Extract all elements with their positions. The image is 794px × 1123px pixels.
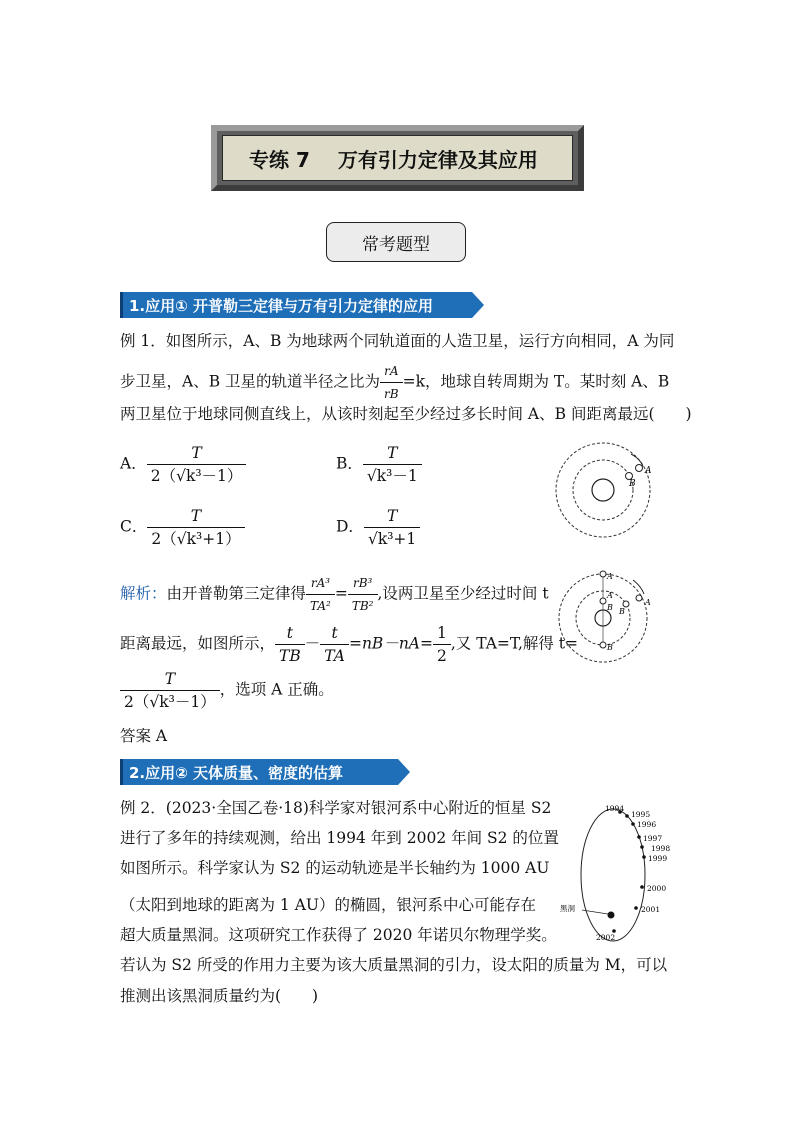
- sol-frac2-num: t: [320, 622, 349, 645]
- year-2001: 2001: [641, 905, 661, 914]
- ex2-line6: 若认为 S2 所受的作用力主要为该大质量黑洞的引力，设太阳的质量为 M，可以: [120, 956, 668, 974]
- sol-minus: －: [304, 634, 321, 653]
- s2-pos-1995: [625, 814, 629, 818]
- option-d-num: T: [364, 505, 420, 528]
- ex2-line1: 例 2．(2023·全国乙卷·18)科学家对银河系中心附近的恒星 S2: [120, 799, 552, 817]
- year-1994: 1994: [605, 804, 625, 813]
- topic-header-2: [120, 759, 398, 785]
- sol-frac1-den: TB: [279, 647, 301, 665]
- option-b-num: T: [363, 442, 422, 465]
- fig1-label-a: A: [645, 466, 652, 476]
- option-b-label: B．: [336, 454, 363, 473]
- kepler-eq: =: [334, 584, 348, 603]
- sol-fig-label-b-bottom: B: [607, 643, 613, 652]
- s2-pos-1996: [631, 822, 635, 826]
- section-box: 常考题型: [326, 222, 466, 262]
- option-a-num: T: [147, 442, 247, 465]
- sol-sat-b-mid-icon: [600, 598, 606, 604]
- option-c: [120, 505, 245, 550]
- orbit-figure-1: [553, 440, 663, 540]
- solution-line1a: 由开普勒第三定律得: [166, 584, 307, 603]
- topic-header-1-label: 1.应用① 开普勒三定律与万有引力定律的应用: [129, 296, 434, 315]
- year-1998: 1998: [651, 844, 671, 853]
- kepler-left-num: rA³: [306, 572, 335, 595]
- kepler-right-num: rB³: [348, 572, 378, 595]
- sol-fig-label-a-mid: A: [607, 591, 613, 600]
- year-1997: 1997: [643, 834, 663, 843]
- option-b-frac: [363, 442, 422, 487]
- option-d: [336, 505, 420, 550]
- ex1-line3: 两卫星位于地球同侧直线上，从该时刻起至少经过多长时间 A、B 间距离最远( ): [120, 405, 692, 423]
- topic-header-2-label: 2.应用② 天体质量、密度的估算: [129, 763, 344, 782]
- sol-half-num: 1: [433, 622, 451, 645]
- option-d-label: D．: [336, 517, 364, 536]
- black-hole-icon: [608, 912, 615, 919]
- s2-pos-2001: [634, 906, 638, 910]
- sol-fig-label-b-mid: B: [607, 603, 613, 612]
- kepler-right-den: TB²: [351, 599, 374, 613]
- solution-line3: [120, 668, 334, 713]
- page-title: 万有引力定律及其应用: [337, 147, 538, 172]
- sol-sat-b-bottom-icon: [600, 642, 606, 648]
- option-b: [336, 442, 422, 487]
- title-banner: [222, 135, 573, 181]
- sol-answer-frac: [120, 668, 220, 713]
- s2-pos-1999: [642, 855, 646, 859]
- solution-line3b: ，选项 A 正确。: [219, 680, 334, 699]
- black-hole-pointer: [582, 910, 608, 914]
- s2-pos-1998: [640, 845, 644, 849]
- sol-fig-label-a: A: [645, 598, 651, 607]
- sol-fig-label-a-top: A: [607, 572, 613, 581]
- ex1-line2a: 步卫星，A、B 卫星的轨道半径之比为: [120, 372, 381, 391]
- option-c-num: T: [147, 505, 244, 528]
- ex1-line2b: =k，地球自转周期为 T。某时刻 A、B: [402, 372, 670, 391]
- option-c-label: C．: [120, 517, 148, 536]
- sol-answer-num: T: [120, 668, 220, 691]
- black-hole-label: 黑洞: [560, 904, 575, 913]
- sol-half: [433, 622, 451, 667]
- option-a-label: A．: [120, 454, 147, 473]
- ex2-line5: 超大质量黑洞。这项研究工作获得了 2020 年诺贝尔物理学奖。: [120, 926, 557, 944]
- solution-label: 解析：: [120, 584, 167, 603]
- ex1-line2: [120, 360, 669, 405]
- ex2-line2: 进行了多年的持续观测，给出 1994 年到 2002 年间 S2 的位置: [120, 829, 559, 847]
- kepler-right: [348, 572, 378, 617]
- orbit-figure-2: [553, 568, 663, 668]
- option-a: [120, 442, 246, 487]
- earth-icon: [592, 479, 614, 501]
- option-c-frac: [147, 505, 244, 550]
- s2-pos-2000: [640, 885, 644, 889]
- topic-header-1: [120, 292, 472, 318]
- direction-arrow-icon: [631, 454, 643, 466]
- solution-line2c: ,又 TA=T,解得 t=: [450, 634, 579, 653]
- s2-pos-1997: [637, 835, 641, 839]
- fig1-label-b: B: [629, 479, 636, 489]
- year-1999: 1999: [648, 854, 668, 863]
- solution-line1b: ,设两卫星至少经过时间 t: [377, 584, 549, 603]
- s2-orbit-ellipse: [581, 809, 645, 941]
- solution-line1: [120, 572, 549, 617]
- ex1-ratio-den: rB: [384, 387, 399, 401]
- sol-frac2-den: TA: [324, 647, 345, 665]
- sol-frac2: [320, 622, 349, 667]
- topic-header-2-arrow: [398, 759, 410, 785]
- year-2002: 2002: [596, 933, 616, 942]
- option-a-frac: [147, 442, 247, 487]
- year-1995: 1995: [631, 810, 651, 819]
- option-c-den: 2（√k³+1）: [151, 530, 241, 548]
- sol-frac1-num: t: [275, 622, 305, 645]
- sol-half-den: 2: [436, 647, 447, 665]
- s2-orbit-figure: [558, 800, 688, 945]
- ex2-line7: 推测出该黑洞质量约为( ): [120, 987, 319, 1005]
- solution-line2a: 距离最远，如图所示，: [120, 634, 276, 653]
- option-d-frac: [364, 505, 420, 550]
- answer-line: 答案 A: [120, 727, 168, 745]
- option-a-den: 2（√k³－1）: [150, 467, 243, 485]
- ex2-line3: 如图所示。科学家认为 S2 的运动轨迹是半长轴约为 1000 AU: [120, 859, 550, 877]
- option-b-den: √k³－1: [366, 467, 418, 485]
- ex1-ratio-num: rA: [380, 360, 403, 383]
- title-number: 专练 7: [249, 147, 310, 172]
- ex2-line4: （太阳到地球的距离为 1 AU）的椭圆，银河系中心可能存在: [120, 896, 536, 914]
- kepler-left: [306, 572, 335, 617]
- year-2000: 2000: [647, 884, 667, 893]
- sol-frac1: [275, 622, 305, 667]
- solution-line2b: =nB－nA=: [348, 634, 433, 653]
- sol-sat-a-top-icon: [600, 571, 606, 577]
- ex1-ratio: [380, 360, 403, 405]
- year-1996: 1996: [637, 820, 657, 829]
- sol-sat-a-icon: [636, 595, 642, 601]
- option-d-den: √k³+1: [367, 530, 417, 548]
- satellite-a-icon: [636, 465, 643, 472]
- topic-header-1-arrow: [472, 292, 484, 318]
- sol-answer-den: 2（√k³－1）: [124, 693, 216, 711]
- solution-line2: [120, 622, 578, 667]
- ex1-line1: 例 1．如图所示，A、B 为地球两个同轨道面的人造卫星，运行方向相同，A 为同: [120, 332, 675, 350]
- kepler-left-den: TA²: [310, 599, 331, 613]
- sol-fig-label-b: B: [619, 607, 625, 616]
